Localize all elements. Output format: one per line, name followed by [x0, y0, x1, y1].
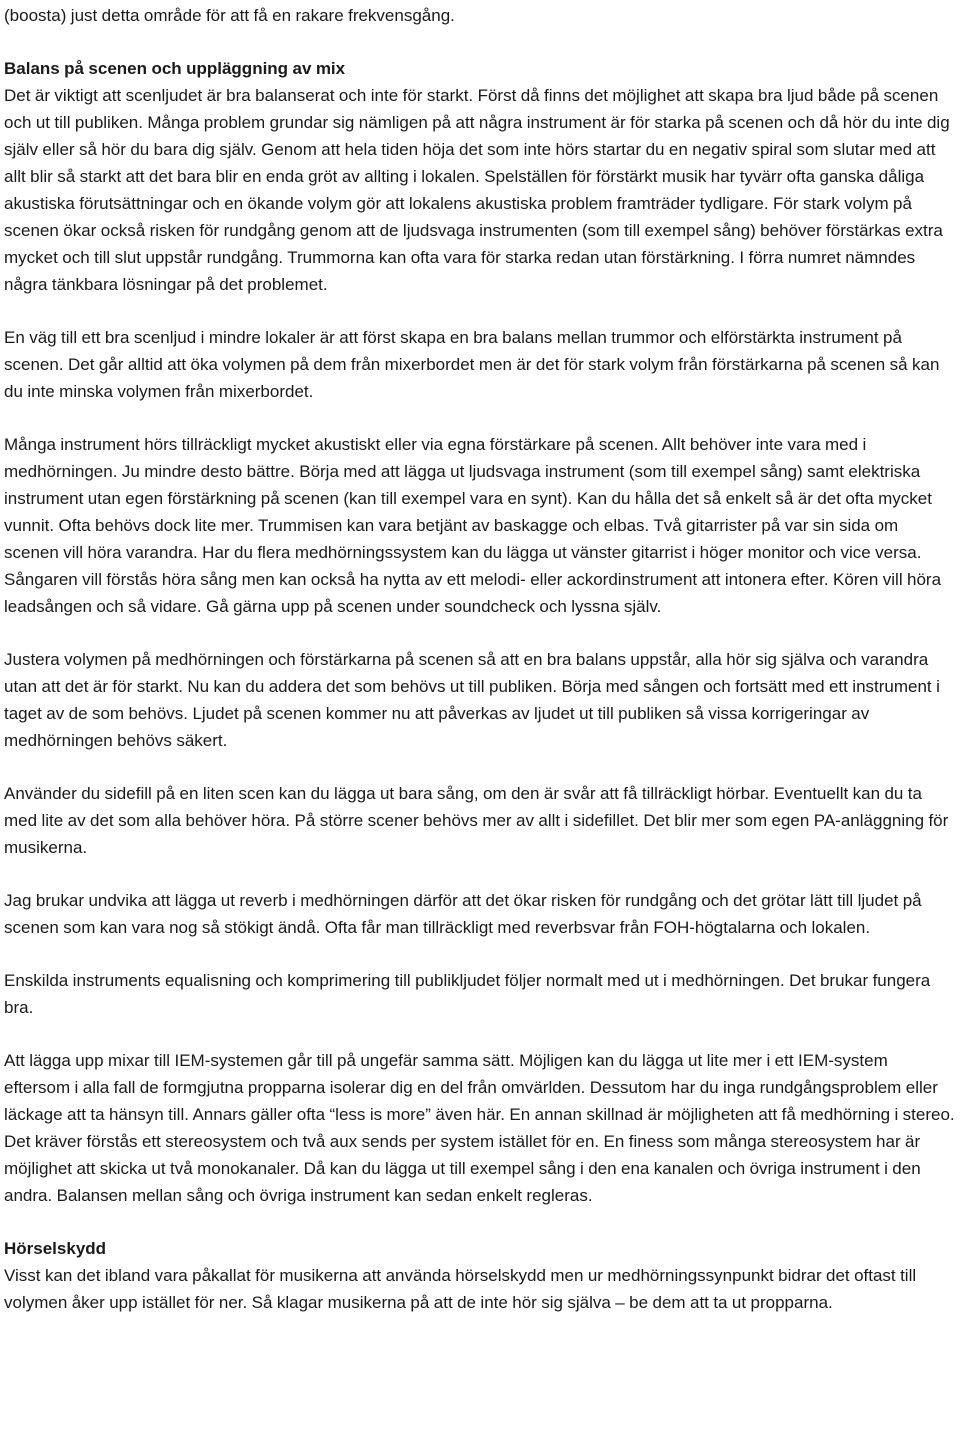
section-heading-balance: Balans på scenen och uppläggning av mix — [4, 59, 346, 78]
paragraph-gap — [4, 29, 956, 55]
paragraph-iem: Att lägga upp mixar till IEM-systemen går till på ungefär samma sätt. Möjligen kan du lägga ut lite mer i ett IEM-system eftersom i alla fall de formgjutna propparna isolerar dig en del från omvärlden. Dessutom har du inga rundgångsproblem eller läckage att ta hänsyn till. Annars gäller ofta “less is more” även här. En annan skillnad är möjligheten att få medhörning i stereo. Det kräver förstås ett stereosystem och två aux sends per system istället för en. En finess som många stereosystem har är möjlighet att skicka ut två monokanaler. Då kan du lägga ut till exempel sång i den ena kanalen och övriga instrument i den andra. Balansen mellan sång och övriga instrument kan sedan enkelt regleras. — [4, 1051, 955, 1205]
section-hearing-protection — [4, 1235, 956, 1316]
paragraph-adjust-volume: Justera volymen på medhörningen och förstärkarna på scenen så att en bra balans uppstår, alla hör sig själva och varandra utan att det är för starkt. Nu kan du addera det som behövs ut till publiken. Börja med sången och fortsätt med ett instrument i taget av de som behövs. Ljudet på scenen kommer nu att påverkas av ljudet ut till publiken så vissa korrigeringar av medhörningen behövs säkert. — [4, 650, 940, 750]
paragraph-gap — [4, 298, 956, 324]
paragraph-gap — [4, 1209, 956, 1235]
paragraph-reverb: Jag brukar undvika att lägga ut reverb i medhörningen därför att det ökar risken för rundgång och det grötar lätt till ljudet på scenen som kan vara nog så stökigt ändå. Ofta får man tillräckligt med reverbsvar från FOH-högtalarna och lokalen. — [4, 891, 922, 937]
paragraph-small-venues: En väg till ett bra scenljud i mindre lokaler är att först skapa en bra balans mellan trummor och elförstärkta instrument på scenen. Det går alltid att öka volymen på dem från mixerbordet men är det för stark volym från förstärkarna på scenen så kan du inte minska volymen från mixerbordet. — [4, 328, 940, 401]
paragraph-gap — [4, 941, 956, 967]
paragraph-gap — [4, 1021, 956, 1047]
paragraph-monitoring: Många instrument hörs tillräckligt mycket akustiskt eller via egna förstärkare på scenen. Allt behöver inte vara med i medhörningen. Ju mindre desto bättre. Börja med att lägga ut ljudsvaga instrument (som till exempel sång) samt elektriska instrument utan egen förstärkning på scenen (kan till exempel vara en synt). Kan du hålla det så enkelt så är det ofta mycket vunnit. Ofta behövs dock lite mer. Trummisen kan vara betjänt av baskagge och elbas. Två gitarrister på var sin sida om scenen vill höra varandra. Har du flera medhörningssystem kan du lägga ut vänster gitarrist i höger monitor och vice versa. Sångaren vill förstås höra sång men kan också ha nytta av ett melodi- eller ackordinstrument att intonera efter. Kören vill höra leadsången och så vidare. Gå gärna upp på scenen under soundcheck och lyssna själv. — [4, 435, 942, 616]
paragraph-gap — [4, 405, 956, 431]
paragraph-hearing-protection: Visst kan det ibland vara påkallat för musikerna att använda hörselskydd men ur medhörningssynpunkt bidrar det oftast till volymen åker upp istället för ner. Så klagar musikerna på att de inte hör sig själva – be dem att ta ut propparna. — [4, 1266, 917, 1312]
paragraph-sidefill: Använder du sidefill på en liten scen kan du lägga ut bara sång, om den är svår att få tillräckligt hörbar. Eventuellt kan du ta med lite av det som alla behöver höra. På större scener behövs mer av allt i sidefillet. Det blir mer som egen PA-anläggning för musikerna. — [4, 784, 949, 857]
paragraph-stage-balance: Det är viktigt att scenljudet är bra balanserat och inte för starkt. Först då finns det möjlighet att skapa bra ljud både på scenen och ut till publiken. Många problem grundar sig nämligen på att några instrument är för starka på scenen och då hör du inte dig själv eller så hör du bara dig själv. Genom att hela tiden höja det som inte hörs startar du en negativ spiral som slutar med att allt blir så starkt att det bara blir en enda gröt av allting i lokalen. Spelställen för förstärkt musik har tyvärr ofta ganska dåliga akustiska förutsättningar och en ökande volym gör att lokalens akustiska problem framträder tydligare. För stark volym på scenen ökar också risken för rundgång genom att de ljudsvaga instrumenten (som till exempel sång) behöver förstärkas extra mycket och till slut uppstår rundgång. Trummorna kan ofta vara för starka redan utan förstärkning. I förra numret nämndes några tänkbara lösningar på det problemet. — [4, 86, 950, 294]
paragraph-gap — [4, 620, 956, 646]
paragraph-gap — [4, 861, 956, 887]
paragraph-eq: Enskilda instruments equalisning och komprimering till publikljudet följer normalt med ut i medhörningen. Det brukar fungera bra. — [4, 971, 931, 1017]
paragraph-gap — [4, 754, 956, 780]
intro-paragraph: (boosta) just detta område för att få en rakare frekvensgång. — [4, 6, 455, 25]
section-heading-hearing-protection: Hörselskydd — [4, 1239, 107, 1258]
section-balance — [4, 55, 956, 298]
